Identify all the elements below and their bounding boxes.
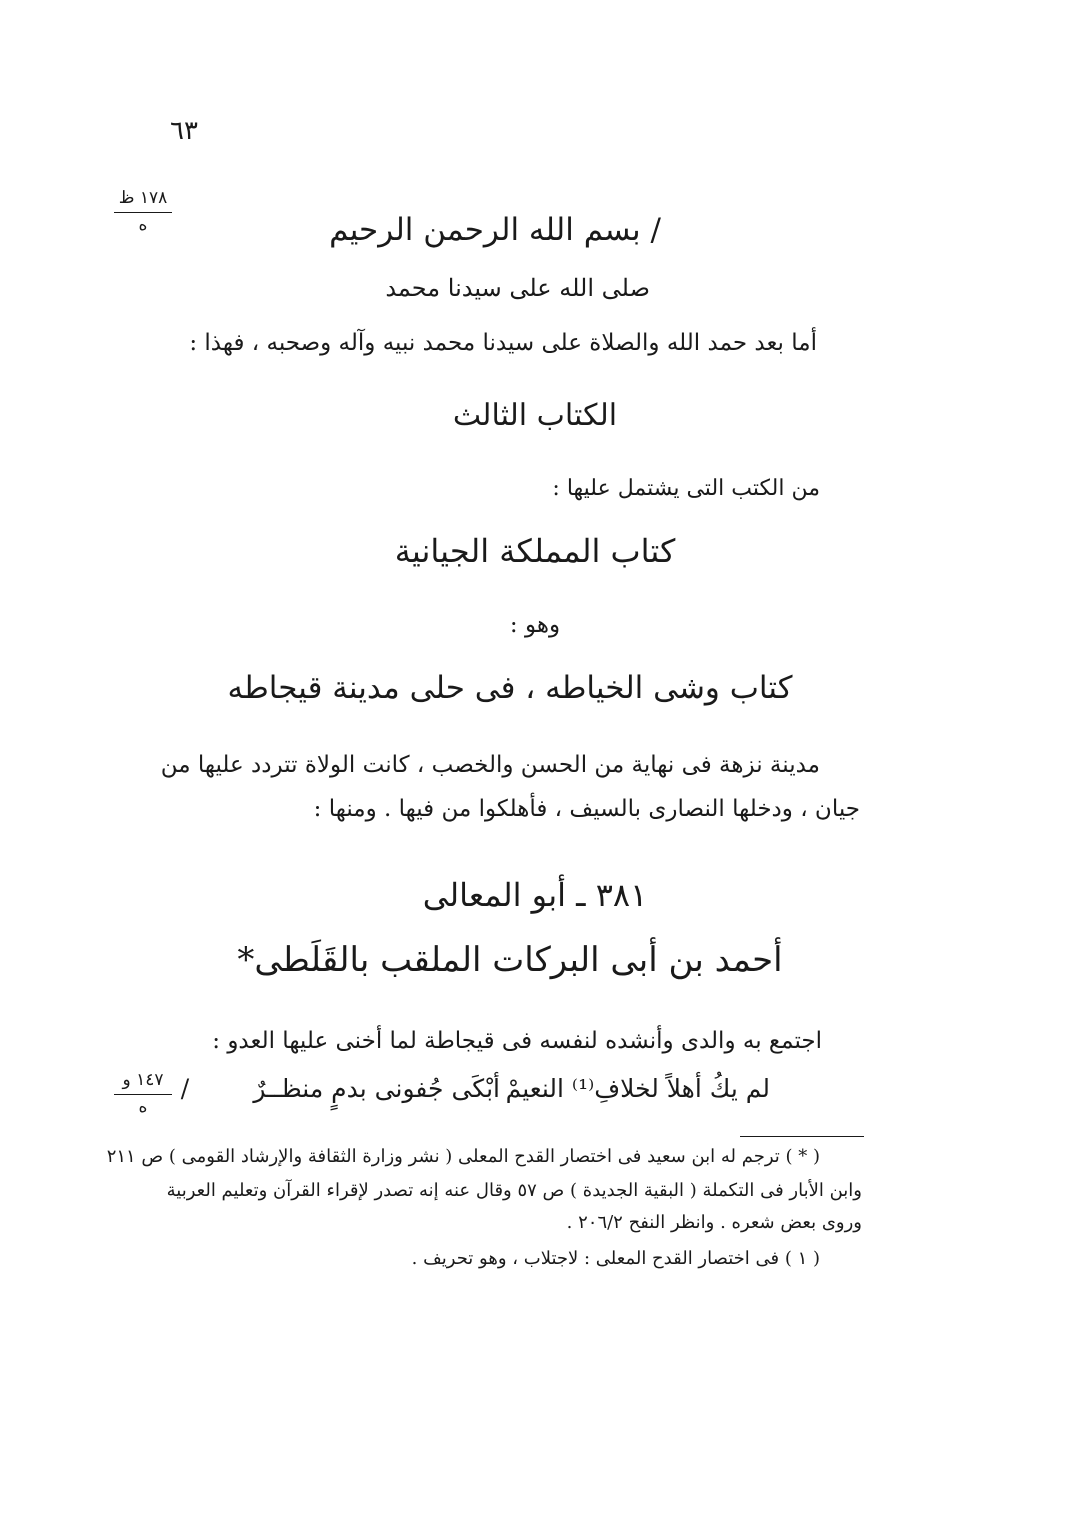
contains-line: من الكتب التى يشتمل عليها : [552, 476, 820, 501]
footnote-rule [740, 1136, 864, 1137]
verse-hemistich-2: لم يكُ أهلاً لخلافِ⁽¹⁾ النعيمْ [505, 1074, 770, 1103]
footnote-1: ( ١ ) فى اختصار القدح المعلى : لاجتلاب ، وهو تحريف . [411, 1248, 820, 1269]
footnote-star-line-3: وروى بعض شعره . وانظر النفح ٢٠٦/٢ . [566, 1212, 862, 1233]
verse-line [170, 1074, 848, 1103]
book-title: الكتاب الثالث [452, 398, 618, 433]
met-line: اجتمع به والدى وأنشده لنفسه فى قيجاطة لما أخنى عليها العدو : [212, 1028, 822, 1054]
kingdom-book-title: كتاب المملكة الجيانية [394, 532, 676, 570]
wahuwa-line: وهو : [509, 612, 561, 638]
margin-note-top-denominator: ه [138, 215, 148, 235]
margin-folio-note-verse [108, 1072, 178, 1116]
margin-note-verse-denominator: ه [138, 1097, 148, 1117]
page-number: ٦٣ [170, 116, 198, 146]
salutation: صلى الله على سيدنا محمد [385, 274, 650, 302]
margin-note-top-rule [114, 212, 172, 213]
margin-note-verse-rule [114, 1094, 172, 1095]
verse-slash: / [180, 1074, 190, 1103]
paragraph-line-2: جيان ، ودخلها النصارى بالسيف ، فأهلكوا من فيها . ومنها : [313, 796, 860, 822]
margin-folio-note-top [108, 190, 178, 234]
paragraph-line-1: مدينة نزهة فى نهاية من الحسن والخصب ، كانت الولاة تتردد عليها من [160, 752, 820, 778]
intro-line: أما بعد حمد الله والصلاة على سيدنا محمد نبيه وآله وصحبه ، فهذا : [189, 330, 817, 356]
entry-name: أحمد بن أبى البركات الملقب بالقَلَطى* [237, 940, 783, 980]
basmala: / بسم الله الرحمن الرحيم [329, 212, 661, 248]
margin-note-verse-numerator: ١٤٧ و [122, 1070, 164, 1090]
footnote-star-line-1: ( * ) ترجم له ابن سعيد فى اختصار القدح المعلى ( نشر وزارة الثقافة والإرشاد القومى ) ص ٢١١ [106, 1146, 820, 1167]
entry-heading: ٣٨١ ـ أبو المعالى [422, 876, 648, 914]
verse-hemistich-1: أبْكَى جُفونى بدمٍ منظــرٌ [253, 1074, 500, 1103]
margin-note-top-numerator: ١٧٨ ظ [118, 188, 168, 208]
footnote-star-line-2: وابن الأبار فى التكملة ( البقية الجديدة ) ص ٥٧ وقال عنه إنه تصدر لإقراء القرآن وتعليم العربية [166, 1180, 862, 1201]
washy-book-title: كتاب وشى الخياطه ، فى حلى مدينة قيجاطه [227, 670, 793, 706]
